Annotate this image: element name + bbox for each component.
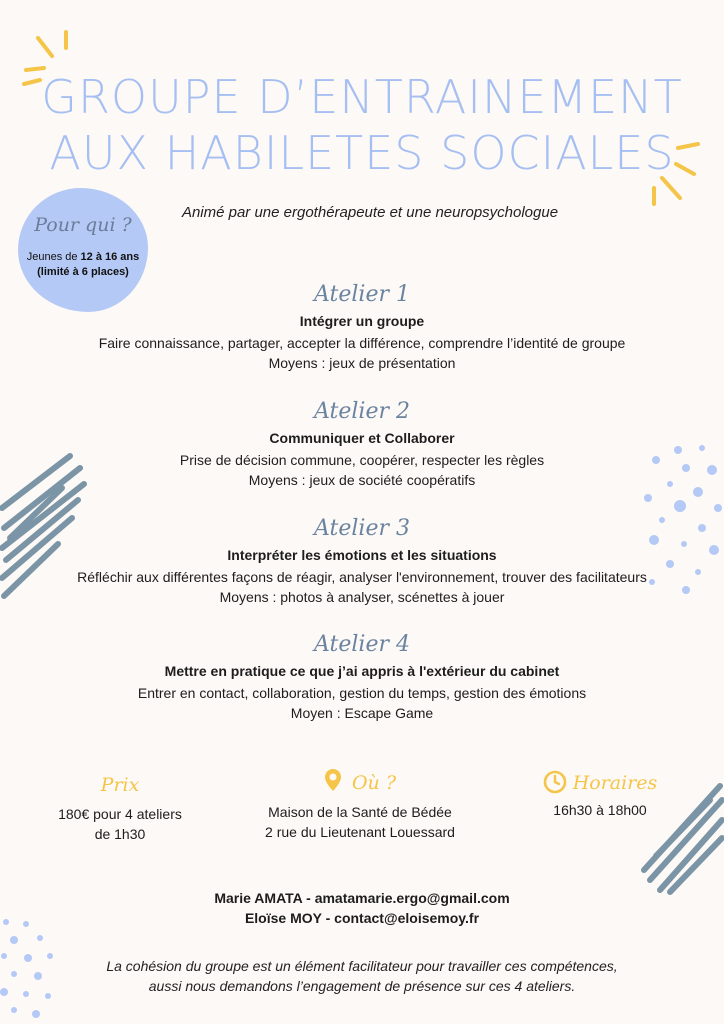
atelier-4	[0, 632, 724, 723]
horaires-line1: 16h30 à 18h00	[553, 802, 647, 818]
pour-qui-text	[18, 250, 148, 280]
atelier-subtitle: Intégrer un groupe	[299, 313, 425, 329]
pour-qui-title: Pour qui ?	[34, 214, 132, 236]
lieu-title: Où ?	[351, 772, 397, 794]
dots-pattern	[0, 916, 70, 1024]
atelier-moyens: Moyens : jeux de présentation	[268, 355, 456, 371]
pour-qui-text-prefix: Jeunes de	[26, 251, 81, 263]
atelier-subtitle: Interpréter les émotions et les situations	[227, 547, 497, 563]
location-pin-icon	[324, 768, 342, 792]
prix-section	[40, 774, 200, 844]
atelier-moyens: Moyen : Escape Game	[290, 705, 434, 721]
lieu-section	[240, 768, 480, 842]
contact-eloise: Eloïse MOY - contact@eloisemoy.fr	[244, 910, 480, 926]
atelier-description: Faire connaissance, partager, accepter la différence, comprendre l’identité de groupe	[98, 335, 626, 351]
dots-pattern	[640, 440, 724, 600]
atelier-title: Atelier 4	[314, 632, 410, 657]
atelier-description: Prise de décision commune, coopérer, respecter les règles	[179, 452, 545, 468]
clock-icon	[543, 770, 567, 794]
subtitle: Animé par une ergothérapeute et une neuropsychologue	[181, 204, 559, 221]
brush-stroke	[0, 448, 90, 608]
atelier-subtitle: Communiquer et Collaborer	[269, 430, 455, 446]
horaires-title: Horaires	[572, 772, 658, 794]
contact-marie: Marie AMATA - amatamarie.ergo@gmail.com	[214, 890, 510, 906]
footer-line1: La cohésion du groupe est un élément facilitateur pour travailler ces compétences,	[106, 958, 618, 974]
brush-stroke	[640, 780, 724, 900]
page-title: GROUPE D’ENTRAINEMENT	[41, 70, 683, 124]
atelier-subtitle: Mettre en pratique ce que j’ai appris à l'extérieur du cabinet	[164, 663, 560, 679]
atelier-title: Atelier 1	[314, 282, 410, 307]
page-title-line2: AUX HABILETES SOCIALES	[49, 126, 675, 180]
lieu-line1: Maison de la Santé de Bédée	[268, 804, 452, 820]
atelier-description: Réfléchir aux différentes façons de réagir, analyser l'environnement, trouver des facilitateurs	[77, 569, 647, 585]
atelier-moyens: Moyens : photos à analyser, scénettes à jouer	[219, 589, 505, 605]
pour-qui-age: 12 à 16 ans	[80, 251, 140, 263]
atelier-moyens: Moyens : jeux de société coopératifs	[248, 472, 476, 488]
atelier-3	[0, 516, 724, 607]
atelier-2	[0, 399, 724, 490]
atelier-title: Atelier 2	[314, 399, 410, 424]
atelier-1	[0, 282, 724, 373]
lieu-line2: 2 rue du Lieutenant Louessard	[265, 824, 455, 840]
atelier-description: Entrer en contact, collaboration, gestion du temps, gestion des émotions	[137, 685, 587, 701]
pour-qui-places: (limité à 6 places)	[37, 266, 129, 278]
prix-title: Prix	[100, 774, 140, 796]
prix-line1: 180€ pour 4 ateliers	[58, 806, 182, 822]
footer-line2: aussi nous demandons l’engagement de présence sur ces 4 ateliers.	[148, 978, 576, 994]
prix-line2: de 1h30	[94, 826, 146, 842]
atelier-title: Atelier 3	[314, 516, 410, 541]
